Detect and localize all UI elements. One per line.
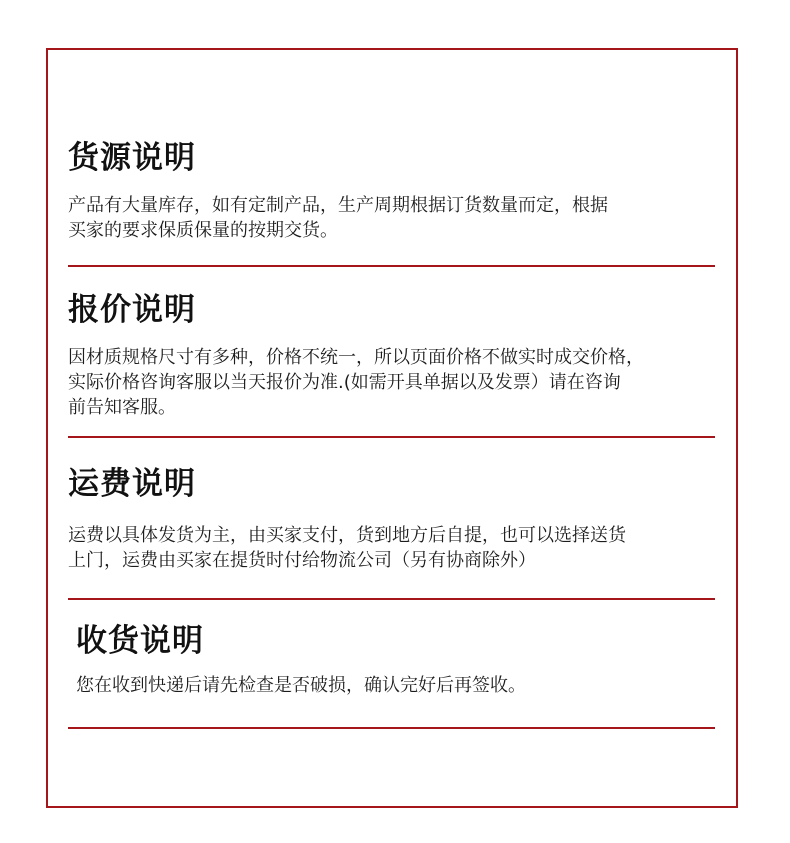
divider	[68, 727, 715, 729]
section-text-shipping: 运费以具体发货为主，由买家支付，货到地方后自提，也可以选择送货 上门，运费由买家在提货时付给物流公司（另有协商除外）	[68, 525, 626, 571]
section-receiving	[76, 622, 736, 698]
divider	[68, 265, 715, 267]
section-title-receiving: 收货说明	[76, 623, 204, 659]
section-pricing	[68, 291, 728, 420]
section-title-pricing: 报价说明	[68, 292, 196, 328]
section-title-shipping: 运费说明	[68, 466, 196, 502]
section-title-supply: 货源说明	[68, 140, 196, 176]
section-text-pricing: 因材质规格尺寸有多种，价格不统一，所以页面价格不做实时成交价格， 实际价格咨询客服以当天报价为准.(如需开具单据以及发票）请在咨询 前告知客服。	[68, 347, 644, 418]
divider	[68, 598, 715, 600]
section-shipping	[68, 465, 728, 573]
section-text-receiving: 您在收到快递后请先检查是否破损，确认完好后再签收。	[76, 675, 526, 696]
section-supply	[68, 139, 728, 243]
divider	[68, 436, 715, 438]
section-text-supply: 产品有大量库存，如有定制产品，生产周期根据订货数量而定，根据 买家的要求保质保量的按期交货。	[68, 195, 608, 241]
